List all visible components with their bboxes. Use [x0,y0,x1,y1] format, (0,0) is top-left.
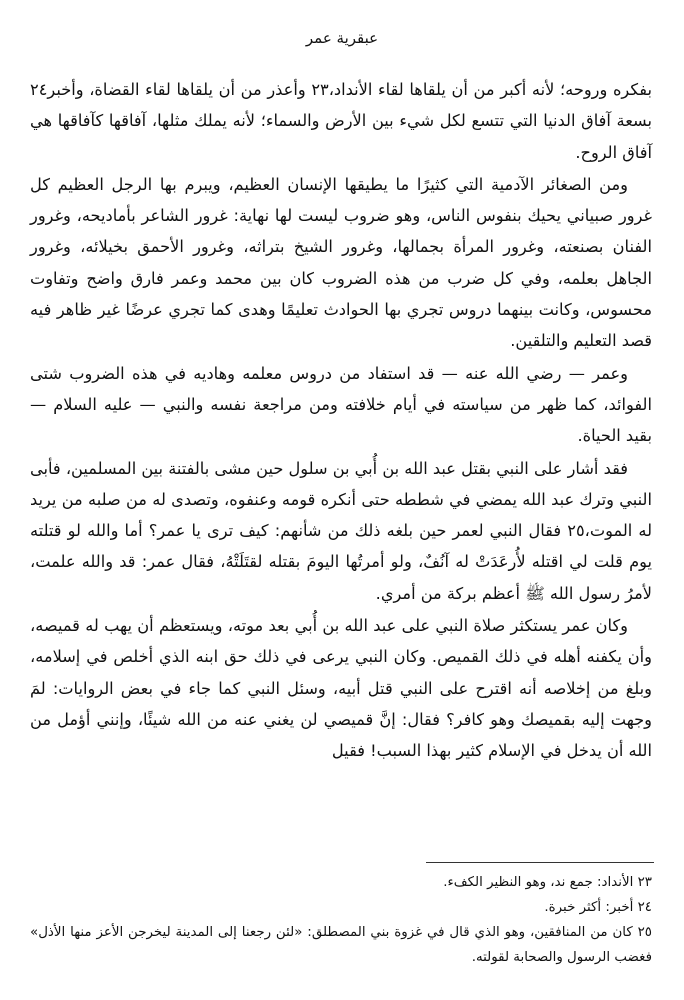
paragraph-5: وكان عمر يستكثر صلاة النبي على عبد الله بن أُبي بعد موته، ويستعظم أن يهب له قميصه، وأن يكفنه أهله في ذلك القميص. وكان النبي يرعى في ذلك حق ابنه الذي أخلص في إسلامه، وبلغ من إخلاصه أنه اقترح على النبي قتل أبيه، وسئل النبي كما جاء في بعض الروايات: لمَ وجهت إليه بقميصك وهو كافر؟ فقال: إنَّ قميصي لن يغني عنه من الله شيئًا، وإنني أؤمل من الله أن يدخل في الإسلام كثير بهذا السبب! فقيل [30,616,652,761]
footnote-23: ٢٣ الأنداد: جمع ند، وهو النظير الكفء. [443,875,652,890]
paragraph-2: ومن الصغائر الآدمية التي كثيرًا ما يطيقها الإنسان العظيم، ويبرم بها الرجل العظيم كل غرور صبياني يحيك بنفوس الناس، وهو ضروب ليست لها نهاية: غرور الشاعر بأماديحه، وغرور الفنان بصنعته، وغرور المرأة بجمالها، وغرور الشيخ بتراثه، وغرور الأحمق بخيلائه، وغرور الجاهل بعلمه، وفي كل ضرب من هذه الضروب كان بين محمد وعمر فارق واضح وتفاوت محسوس، وكانت بينهما دروس تجري بها الحوادث تعليمًا وهدى كما تجري عرضًا غير ظاهر فيه قصد التعليم والتلقين. [30,174,652,351]
paragraph-4: فقد أشار على النبي بقتل عبد الله بن أُبي بن سلول حين مشى بالفتنة بين المسلمين، فأبى النبي وترك عبد الله يمضي في شططه حتى أنكره قومه وعنفوه، وتصدى له من صلبه من يريد له الموت،٢٥ فقال النبي لعمر حين بلغه ذلك من شأنهم: كيف ترى يا عمر؟ أما والله لو قتلته يوم قلت لي اقتله لأُرعَدَتْ له آنُفٌ، ولو أمرتُها اليومَ بقتله لقتَلَتْهُ، فقال عمر: قد والله علمت، لأمرُ رسول الله ﷺ أعظم بركة من أمري. [30,458,653,603]
main-text [30,74,652,767]
paragraph-1: بفكره وروحه؛ لأنه أكبر من أن يلقاها لقاء الأنداد،٢٣ وأعذر من أن يلقاها لقاء القضاة، وأخبر٢٤ بسعة آفاق الدنيا التي تتسع لكل شيء بين الأرض والسماء؛ لأنه يملك مثلها، آفاقها كآفاقها هي آفاق الروح. [30,80,652,162]
footnote-24: ٢٤ أخبر: أكثر خبرة. [544,900,652,915]
footnotes-section [30,870,652,970]
running-title: عبقرية عمر [305,29,379,47]
footnote-25: ٢٥ كان من المنافقين، وهو الذي قال في غزوة بني المصطلق: «لئن رجعنا إلى المدينة ليخرجن الأعز منها الأذل» فغضب الرسول والصحابة لقولته. [30,925,652,965]
paragraph-3: وعمر — رضي الله عنه — قد استفاد من دروس معلمه وهاديه في هذه الضروب شتى الفوائد، كما ظهر من سياسته في أيام خلافته ومن مراجعة نفسه والنبي — عليه السلام — بقيد الحياة. [30,363,652,446]
footnote-divider [426,862,654,863]
